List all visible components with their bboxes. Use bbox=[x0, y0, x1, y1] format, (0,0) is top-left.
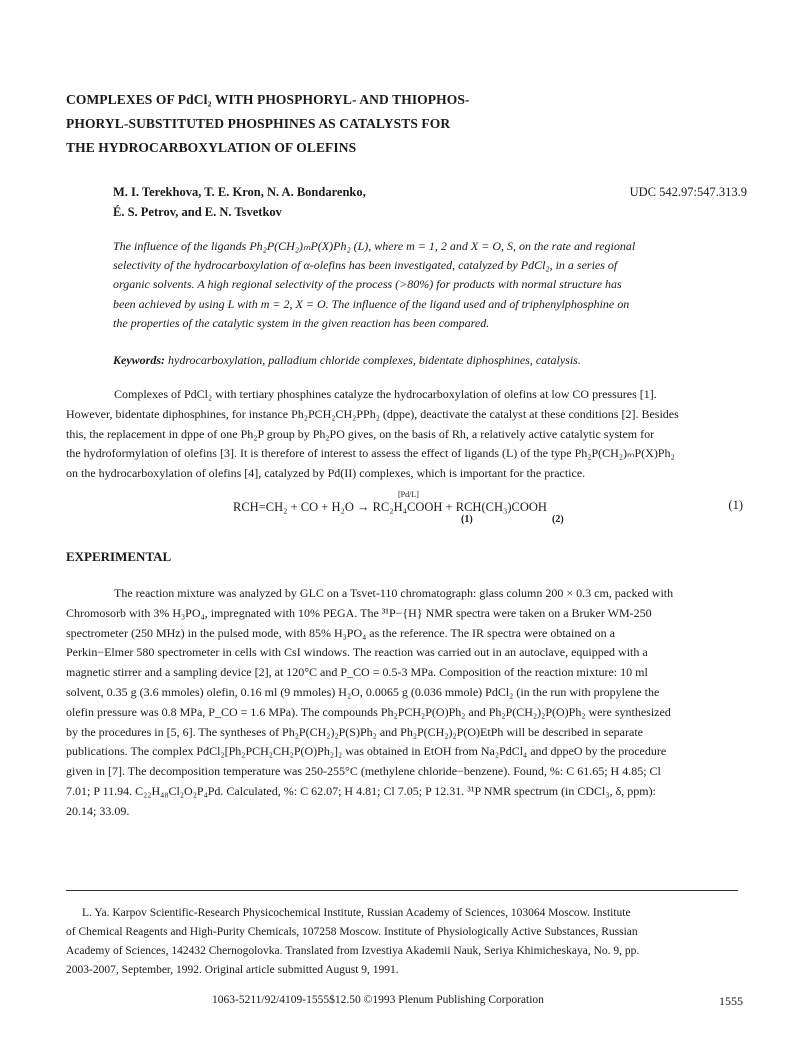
abstract bbox=[113, 237, 743, 333]
publisher-footer: 1063-5211/92/4109-1555$12.50 ©1993 Plenum Publishing Corporation bbox=[212, 994, 544, 1006]
experimental-line: spectrometer (250 MHz) in the pulsed mode, with 85% H₃PO₄ as the reference. The IR spectra were obtained on a bbox=[66, 625, 615, 640]
title-line: COMPLEXES OF PdCl₂ WITH PHOSPHORYL- AND THIOPHOS- bbox=[66, 92, 470, 107]
footnote-line: L. Ya. Karpov Scientific-Research Physicochemical Institute, Russian Academy of Sciences, 103064 Moscow. Institute bbox=[82, 907, 631, 919]
page-number: 1555 bbox=[719, 994, 743, 1008]
experimental-line: by the procedures in [5, 6]. The syntheses of Ph₂P(CH₂)₂P(S)Ph₂ and Ph₂P(CH₂)₂P(O)EtPh will be described in separate bbox=[66, 724, 643, 739]
abstract-line: organic solvents. A high regional selectivity of the process (>80%) for products with normal structure has bbox=[113, 277, 622, 292]
experimental-line: solvent, 0.35 g (3.6 mmoles) olefin, 0.16 ml (9 mmoles) H₂O, 0.0065 g (0.036 mmole) PdCl₂ (in the run with propylene the bbox=[66, 684, 660, 699]
intro-line: Complexes of PdCl₂ with tertiary phosphines catalyze the hydrocarboxylation of olefins at low CO pressures [1]. bbox=[114, 387, 657, 401]
title-line: PHORYL-SUBSTITUTED PHOSPHINES AS CATALYSTS FOR bbox=[66, 116, 451, 131]
intro-line: on the hydrocarboxylation of olefins [4], catalyzed by Pd(II) complexes, which is important for the practice. bbox=[66, 466, 586, 481]
author-line: M. I. Terekhova, T. E. Kron, N. A. Bondarenko, bbox=[113, 185, 366, 199]
footnote-line: Academy of Sciences, 142432 Chernogolovka. Translated from Izvestiya Akademii Nauk, Seriya Khimicheskaya, No. 9, pp. bbox=[66, 945, 640, 957]
section-heading: EXPERIMENTAL bbox=[66, 549, 172, 564]
footnote-divider bbox=[66, 890, 738, 891]
title-line: THE HYDROCARBOXYLATION OF OLEFINS bbox=[66, 140, 357, 155]
experimental-line: Chromosorb with 3% H₃PO₄, impregnated with 10% PEGA. The ³¹P−{H} NMR spectra were taken on a Bruker WM-250 bbox=[66, 605, 652, 620]
experimental-line: 7.01; P 11.94. C₂₂H₄₈Cl₂O₂P₄Pd. Calculated, %: C 62.07; H 4.81; Cl 7.05; P 12.31. ³¹P NMR spectrum (in CDCl₃, δ, ppm): bbox=[66, 783, 656, 798]
intro-line: this, the replacement in dppe of one Ph₂P group by Ph₂PO gives, on the basis of Rh, a relatively active catalytic system for bbox=[66, 426, 655, 441]
author-list bbox=[113, 182, 366, 222]
abstract-line: The influence of the ligands Ph₂P(CH₂)ₘP(X)Ph₂ (L), where m = 1, 2 and X = O, S, on the rate and regional bbox=[113, 239, 636, 253]
article-title bbox=[66, 88, 626, 160]
experimental-line: magnetic stirrer and a sampling device [2], at 120°C and P_CO = 0.5-3 MPa. Composition of the reaction mixture: 10 ml bbox=[66, 665, 648, 680]
experimental-line: 20.14; 33.09. bbox=[66, 803, 130, 818]
keywords bbox=[113, 351, 581, 369]
intro-line: However, bidentate diphosphines, for instance Ph₂PCH₂CH₂PPh₂ (dppe), deactivate the catalyst at these conditions [2]. Besides bbox=[66, 406, 679, 421]
abstract-line: been achieved by using L with m = 2, X = O. The influence of the ligand used and of triphenylphosphine on bbox=[113, 296, 630, 311]
abstract-line: selectivity of the hydrocarboxylation of α-olefins has been investigated, catalyzed by PdCl₂, in a series of bbox=[113, 258, 618, 273]
reaction-equation: RCH=CH₂ + CO + H₂O → RC₂H₄COOH + RCH(CH₃)COOH bbox=[233, 500, 547, 514]
experimental-paragraph bbox=[66, 584, 746, 822]
product-label-1: (1) bbox=[461, 514, 473, 525]
experimental-line: Perkin−Elmer 580 spectrometer in cells with CsI windows. The reaction was carried out in an autoclave, equipped with a bbox=[66, 645, 648, 660]
keywords-text: hydrocarboxylation, palladium chloride complexes, bidentate diphosphines, catalysis. bbox=[165, 353, 581, 367]
udc-code: UDC 542.97:547.313.9 bbox=[629, 185, 747, 199]
footnote-line: 2003-2007, September, 1992. Original article submitted August 9, 1991. bbox=[66, 964, 399, 976]
experimental-line: given in [7]. The decomposition temperature was 250-255°C (methylene chloride−benzene). Found, %: C 61.65; H 4.85; Cl bbox=[66, 764, 661, 779]
keywords-label: Keywords: bbox=[113, 353, 165, 367]
equation-catalyst: [Pd/L] bbox=[398, 490, 419, 499]
intro-line: the hydroformylation of olefins [3]. It is therefore of interest to assess the effect of ligands (L) of the type Ph₂P(CH₂)ₘP(X)Ph₂ bbox=[66, 446, 675, 461]
experimental-line: The reaction mixture was analyzed by GLC on a Tsvet-110 chromatograph: glass column 200 × 0.3 cm, packed with bbox=[114, 586, 674, 600]
intro-paragraph bbox=[66, 385, 746, 484]
author-line: É. S. Petrov, and E. N. Tsvetkov bbox=[113, 205, 282, 219]
affiliation-footnote bbox=[66, 904, 742, 980]
experimental-line: olefin pressure was 0.8 MPa, P_CO = 1.6 MPa). The compounds Ph₂PCH₂P(O)Ph₂ and Ph₂P(CH₂)₂P(O)Ph₂ were synthesized bbox=[66, 704, 671, 719]
experimental-line: publications. The complex PdCl₂[Ph₂PCH₂CH₂P(O)Ph₂]₂ was obtained in EtOH from Na₂PdCl₄ and dppeO by the procedure bbox=[66, 744, 667, 759]
abstract-line: the properties of the catalytic system in the given reaction has been compared. bbox=[113, 315, 490, 330]
product-label-2: (2) bbox=[552, 514, 564, 525]
footnote-line: of Chemical Reagents and High-Purity Chemicals, 107258 Moscow. Institute of Physiologically Active Substances, Russian bbox=[66, 926, 638, 938]
equation-number: (1) bbox=[728, 498, 743, 512]
